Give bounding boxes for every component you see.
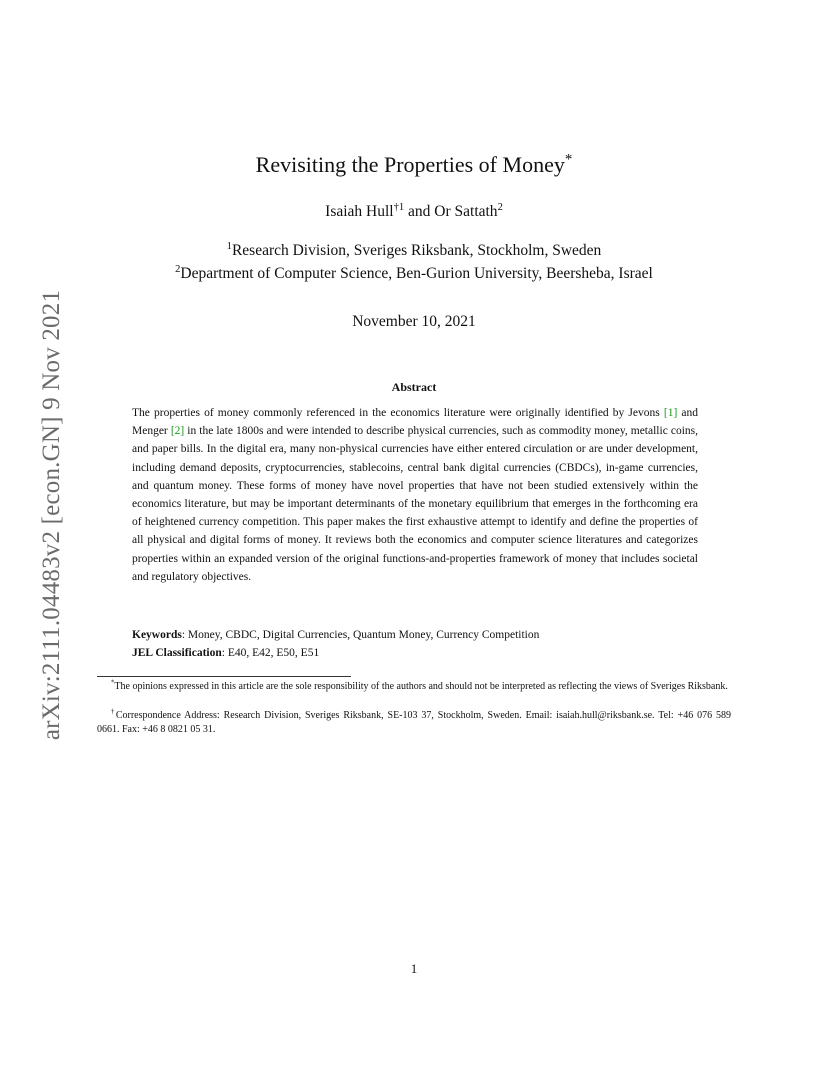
footnote-2-text: Correspondence Address: Research Division, Sveriges Riksbank, SE-103 37, Stockholm, Sweden. Email: isaiah.hull@riksbank.se. Tel: +46 076 589 0661. Fax: +46 8 0821 05 31. [97, 710, 731, 736]
author-1-marks: †1 [393, 201, 405, 213]
footnote-2-mark: † [111, 708, 116, 716]
affiliation-2 [0, 265, 828, 283]
author-2-marks: 2 [497, 201, 503, 213]
citation-link-1[interactable]: [1] [663, 407, 678, 419]
paper-title-text: Revisiting the Properties of Money [255, 152, 565, 177]
author-name-1: Isaiah Hull [325, 203, 394, 220]
page-number: 1 [410, 961, 418, 976]
affiliation-2-mark: 2 [175, 263, 181, 275]
affiliation-1 [0, 242, 828, 260]
keywords-label: Keywords [132, 629, 182, 641]
keywords-value: : Money, CBDC, Digital Currencies, Quantum Money, Currency Competition [181, 629, 540, 641]
jel-label: JEL Classification [132, 647, 222, 659]
author-conjunction: and [408, 203, 431, 220]
citation-link-2[interactable]: [2] [170, 425, 185, 438]
jel-classification-line [132, 645, 698, 662]
footnote-1-text: The opinions expressed in this article are the sole responsibility of the authors and should not be interpreted as reflecting the views of Sveriges Riksbank. [114, 681, 728, 692]
author-name-2: Or Sattath [434, 203, 498, 220]
abstract-text-2: and Menger [132, 407, 699, 438]
title-footnote-mark: * [564, 151, 573, 168]
abstract-text-1: The properties of money commonly referenced in the economics literature were originally identified by Jevons [132, 407, 664, 419]
affiliation-2-text: Department of Computer Science, Ben-Gurion University, Beersheba, Israel [180, 265, 653, 282]
author-list [0, 203, 828, 221]
abstract-heading: Abstract [391, 380, 437, 394]
footnote-1 [97, 680, 731, 694]
footnote-divider [97, 676, 351, 677]
footnote-1-mark: * [111, 679, 115, 687]
arxiv-identifier-stamp: arXiv:2111.04483v2 [econ.GN] 9 Nov 2021 [38, 289, 65, 741]
affiliation-1-mark: 1 [226, 240, 232, 252]
abstract-body [132, 404, 698, 586]
footnote-2 [97, 709, 731, 738]
affiliation-1-text: Research Division, Sveriges Riksbank, Stockholm, Sweden [231, 242, 602, 259]
keywords-line [132, 627, 698, 644]
publication-date: November 10, 2021 [352, 313, 476, 330]
paper-title [0, 152, 828, 178]
abstract-text-3: in the late 1800s and were intended to describe physical currencies, such as commodity money, metallic coins, and paper bills. In the digital era, many non-physical currencies have either entered circulation or are under development, including demand deposits, cryptocurrencies, stablecoins, central bank digital currencies (CBDCs), in-game currencies, and quantum money. These forms of money have novel properties that have not been studied extensively within the economics literature, but may be important determinants of the monetary equilibrium that emerges in the forthcoming era of heightened currency competition. This paper makes the first exhaustive attempt to identify and define the properties of all physical and digital forms of money. It reviews both the economics and computer science literatures and categorizes properties within an expanded version of the original functions-and-properties framework of money that includes societal and regulatory objectives. [132, 425, 698, 583]
jel-value: : E40, E42, E50, E51 [221, 647, 320, 659]
